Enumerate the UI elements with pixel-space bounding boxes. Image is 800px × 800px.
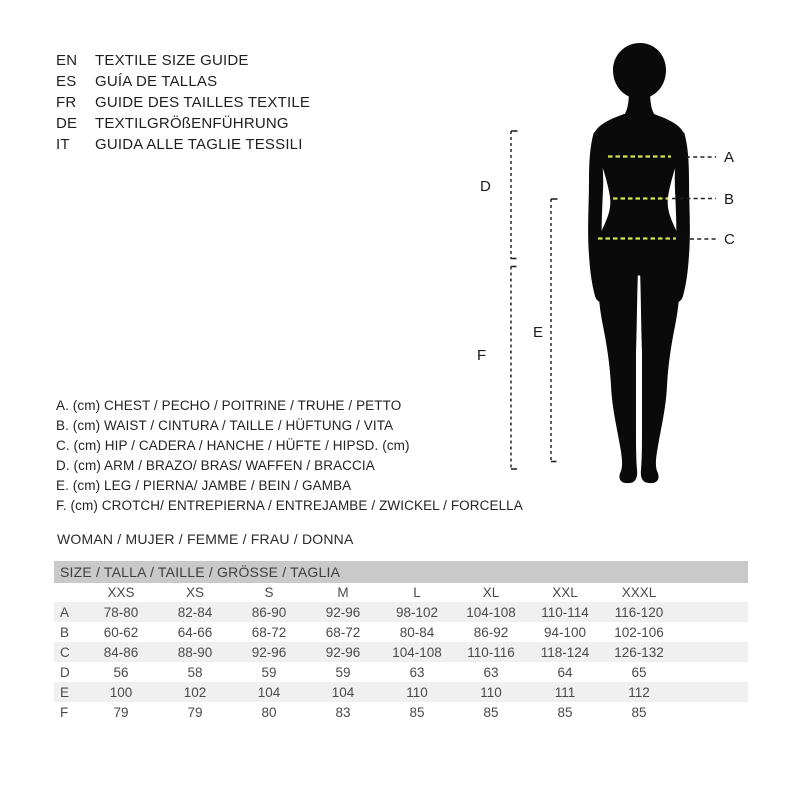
table-cell: 94-100	[543, 624, 587, 640]
woman-silhouette	[588, 43, 690, 483]
col-header: XS	[185, 585, 204, 600]
label-waist: B	[724, 191, 735, 208]
guide-title: TEXTILGRÖßENFÜHRUNG	[95, 115, 289, 132]
size-columns-row	[54, 583, 748, 602]
filler-cell	[676, 583, 748, 602]
label-crotch: F	[477, 347, 487, 364]
table-cell: 68-72	[251, 624, 287, 640]
filler-cell	[676, 602, 748, 622]
row-label: C	[60, 644, 70, 660]
guide-title: TEXTILE SIZE GUIDE	[95, 52, 249, 69]
table-cell: 63	[409, 664, 425, 680]
language-code: ES	[56, 73, 77, 90]
table-cell: 83	[335, 704, 351, 720]
table-cell: 59	[335, 664, 351, 680]
table-cell: 86-92	[473, 624, 509, 640]
filler-cell	[676, 702, 748, 722]
col-header: M	[337, 585, 349, 600]
table-row	[54, 662, 748, 682]
table-cell: 80	[261, 704, 277, 720]
table-cell: 58	[187, 664, 203, 680]
group-title-woman: WOMAN / MUJER / FEMME / FRAU / DONNA	[57, 531, 354, 547]
table-cell: 68-72	[325, 624, 361, 640]
legend-item-hip: C. (cm) HIP / CADERA / HANCHE / HÜFTE / HIPSD. (cm)	[56, 438, 410, 453]
col-header: L	[413, 585, 421, 600]
arm-length-line	[511, 131, 518, 259]
table-cell: 56	[113, 664, 129, 680]
filler-cell	[676, 642, 748, 662]
table-cell: 88-90	[177, 644, 213, 660]
table-cell: 104-108	[392, 644, 442, 660]
table-cell: 102-106	[614, 624, 664, 640]
language-row	[56, 71, 310, 92]
table-cell: 110-116	[467, 644, 515, 660]
table-cell: 86-90	[251, 604, 287, 620]
table-cell: 92-96	[251, 644, 287, 660]
table-cell: 110	[480, 684, 502, 700]
legend-item-chest: A. (cm) CHEST / PECHO / POITRINE / TRUHE / PETTO	[56, 398, 402, 413]
legend-item-crotch: F. (cm) CROTCH/ ENTREPIERNA / ENTREJAMBE / ZWICKEL / FORCELLA	[56, 498, 523, 513]
language-code: DE	[56, 115, 78, 132]
table-cell: 118-124	[540, 644, 590, 660]
guide-title: GUIDA ALLE TAGLIE TESSILI	[95, 136, 303, 153]
table-cell: 79	[113, 704, 129, 720]
table-cell: 64	[557, 664, 573, 680]
table-cell: 63	[483, 664, 499, 680]
table-cell: 92-96	[325, 644, 361, 660]
label-hip: C	[724, 231, 735, 248]
row-label: D	[60, 664, 70, 680]
table-cell: 85	[631, 704, 647, 720]
table-cell: 85	[557, 704, 573, 720]
row-label: A	[60, 604, 70, 620]
language-title-list	[56, 50, 310, 155]
col-header: XXS	[107, 585, 135, 600]
table-cell: 110	[406, 684, 428, 700]
table-cell: 85	[483, 704, 499, 720]
filler-cell	[676, 682, 748, 702]
table-cell: 78-80	[103, 604, 139, 620]
table-cell: 60-62	[103, 624, 139, 640]
table-cell: 102	[183, 684, 207, 700]
size-header-label: SIZE / TALLA / TAILLE / GRÖSSE / TAGLIA	[54, 561, 748, 583]
table-cell: 110-114	[541, 604, 589, 620]
corner-cell	[54, 583, 84, 602]
legend-item-waist: B. (cm) WAIST / CINTURA / TAILLE / HÜFTUNG / VITA	[56, 418, 394, 433]
table-row	[54, 682, 748, 702]
table-row	[54, 622, 748, 642]
table-cell: 116-120	[614, 604, 664, 620]
table-cell: 85	[409, 704, 425, 720]
table-row	[54, 642, 748, 662]
col-header: XXL	[552, 585, 578, 600]
col-header: S	[264, 585, 274, 600]
guide-title: GUIDE DES TAILLES TEXTILE	[95, 94, 311, 111]
label-arm: D	[480, 178, 491, 195]
guide-title: GUÍA DE TALLAS	[95, 73, 218, 90]
label-chest: A	[724, 149, 735, 166]
col-header: XL	[482, 585, 500, 600]
table-cell: 82-84	[177, 604, 213, 620]
leg-length-line	[551, 199, 558, 462]
table-row	[54, 702, 748, 722]
language-code: FR	[56, 94, 77, 111]
language-code: IT	[56, 136, 70, 153]
filler-cell	[676, 662, 748, 682]
table-cell: 104	[331, 684, 355, 700]
row-label: B	[60, 624, 70, 640]
table-cell: 59	[261, 664, 277, 680]
table-cell: 64-66	[177, 624, 213, 640]
language-row	[56, 134, 310, 155]
table-cell: 104-108	[466, 604, 516, 620]
table-cell: 100	[109, 684, 133, 700]
language-row	[56, 92, 310, 113]
table-cell: 65	[631, 664, 647, 680]
language-row	[56, 50, 310, 71]
row-label: F	[60, 704, 69, 720]
table-cell: 98-102	[395, 604, 439, 620]
table-cell: 111	[554, 684, 576, 700]
row-label: E	[60, 684, 70, 700]
size-header-bar	[54, 561, 748, 583]
table-cell: 104	[257, 684, 281, 700]
measurement-legend	[56, 396, 523, 516]
col-header: XXXL	[621, 585, 657, 600]
language-row	[56, 113, 310, 134]
size-table	[54, 561, 748, 722]
table-cell: 112	[628, 684, 650, 700]
label-leg: E	[533, 324, 544, 341]
table-cell: 84-86	[103, 644, 139, 660]
table-row	[54, 602, 748, 622]
table-cell: 92-96	[325, 604, 361, 620]
table-cell: 126-132	[614, 644, 664, 660]
language-code: EN	[56, 52, 78, 69]
table-cell: 80-84	[399, 624, 435, 640]
filler-cell	[676, 622, 748, 642]
table-cell: 79	[187, 704, 203, 720]
legend-item-leg: E. (cm) LEG / PIERNA/ JAMBE / BEIN / GAMBA	[56, 478, 352, 493]
legend-item-arm: D. (cm) ARM / BRAZO/ BRAS/ WAFFEN / BRACCIA	[56, 458, 375, 473]
